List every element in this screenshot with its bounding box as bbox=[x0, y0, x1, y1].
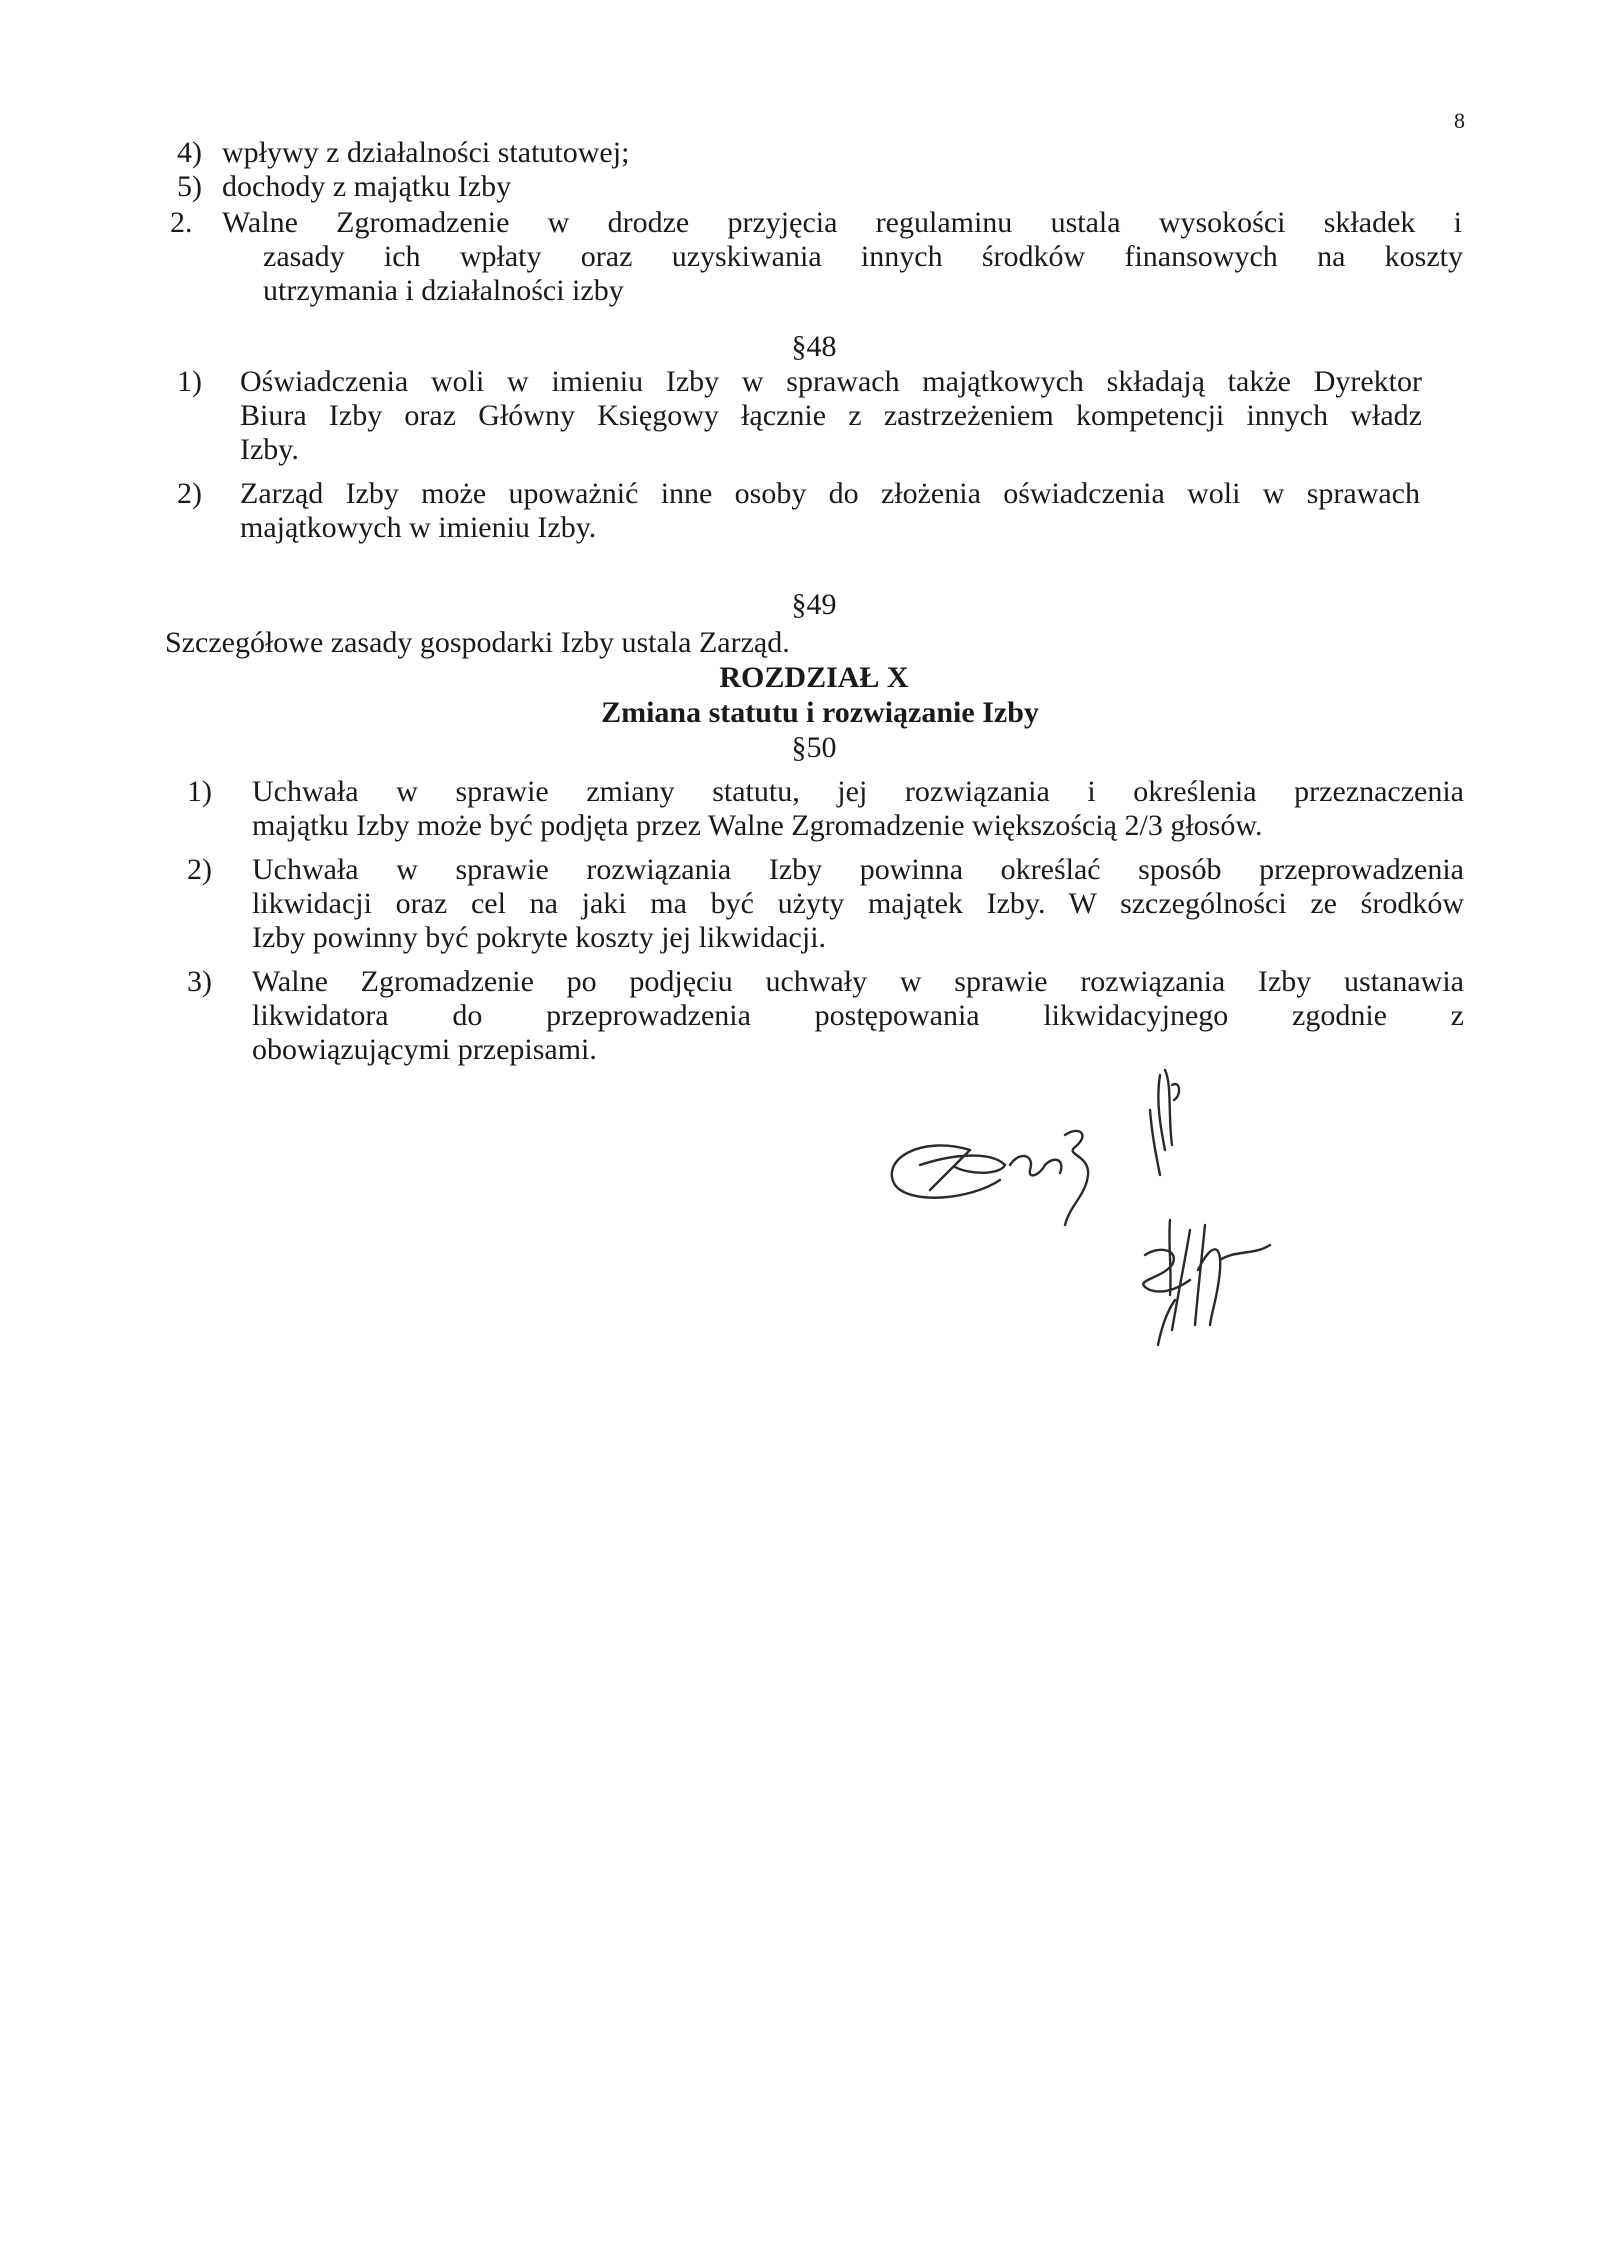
paragraph-line: Biura Izby oraz Główny Księgowy łącznie z zastrzeżeniem kompetencji innych władz bbox=[240, 399, 1422, 432]
paragraph-line: Oświadczenia woli w imieniu Izby w sprawach majątkowych składają także Dyrektor bbox=[240, 365, 1422, 398]
handwritten-signatures bbox=[860, 1055, 1340, 1355]
paragraph-line: Walne Zgromadzenie w drodze przyjęcia regulaminu ustala wysokości składek i bbox=[222, 206, 1462, 239]
list-item-number: 4) bbox=[177, 136, 202, 169]
paragraph-line: utrzymania i działalności izby bbox=[263, 274, 624, 307]
section-title-48: §48 bbox=[791, 330, 837, 363]
paragraph-line: Izby powinny być pokryte koszty jej likwidacji. bbox=[252, 921, 827, 954]
section-title-49: §49 bbox=[791, 588, 837, 621]
list-item-number: 2) bbox=[177, 477, 202, 510]
paragraph-line: likwidatora do przeprowadzenia postępowania likwidacyjnego zgodnie z bbox=[252, 999, 1464, 1032]
paragraph-line: majątku Izby może być podjęta przez Walne Zgromadzenie większością 2/3 głosów. bbox=[252, 809, 1263, 842]
list-item-text: dochody z majątku Izby bbox=[222, 170, 512, 203]
paragraph-line: likwidacji oraz cel na jaki ma być użyty majątek Izby. W szczególności ze środków bbox=[252, 887, 1464, 920]
page-number: 8 bbox=[1454, 108, 1465, 133]
paragraph-line: Izby. bbox=[240, 433, 299, 466]
paragraph-line: obowiązującymi przepisami. bbox=[252, 1033, 597, 1066]
list-item-text: wpływy z działalności statutowej; bbox=[222, 136, 630, 169]
chapter-subtitle: Zmiana statutu i rozwiązanie Izby bbox=[601, 696, 1039, 729]
paragraph-line: Walne Zgromadzenie po podjęciu uchwały w sprawie rozwiązania Izby ustanawia bbox=[252, 965, 1464, 998]
paragraph-line: majątkowych w imieniu Izby. bbox=[240, 511, 597, 544]
paragraph-line: Szczegółowe zasady gospodarki Izby ustala Zarząd. bbox=[165, 626, 790, 659]
paragraph-line: Uchwała w sprawie zmiany statutu, jej rozwiązania i określenia przeznaczenia bbox=[252, 775, 1464, 808]
list-item-number: 2) bbox=[187, 853, 212, 886]
list-item-number: 2. bbox=[170, 206, 193, 239]
list-item-number: 1) bbox=[187, 775, 212, 808]
list-item-number: 1) bbox=[177, 365, 202, 398]
list-item-number: 3) bbox=[187, 965, 212, 998]
paragraph-line: Zarząd Izby może upoważnić inne osoby do złożenia oświadczenia woli w sprawach bbox=[240, 477, 1420, 510]
section-title-50: §50 bbox=[791, 731, 837, 764]
list-item-number: 5) bbox=[177, 170, 202, 203]
paragraph-line: zasady ich wpłaty oraz uzyskiwania innych środków finansowych na koszty bbox=[263, 240, 1463, 273]
chapter-title: ROZDZIAŁ X bbox=[719, 661, 909, 694]
paragraph-line: Uchwała w sprawie rozwiązania Izby powinna określać sposób przeprowadzenia bbox=[252, 853, 1464, 886]
